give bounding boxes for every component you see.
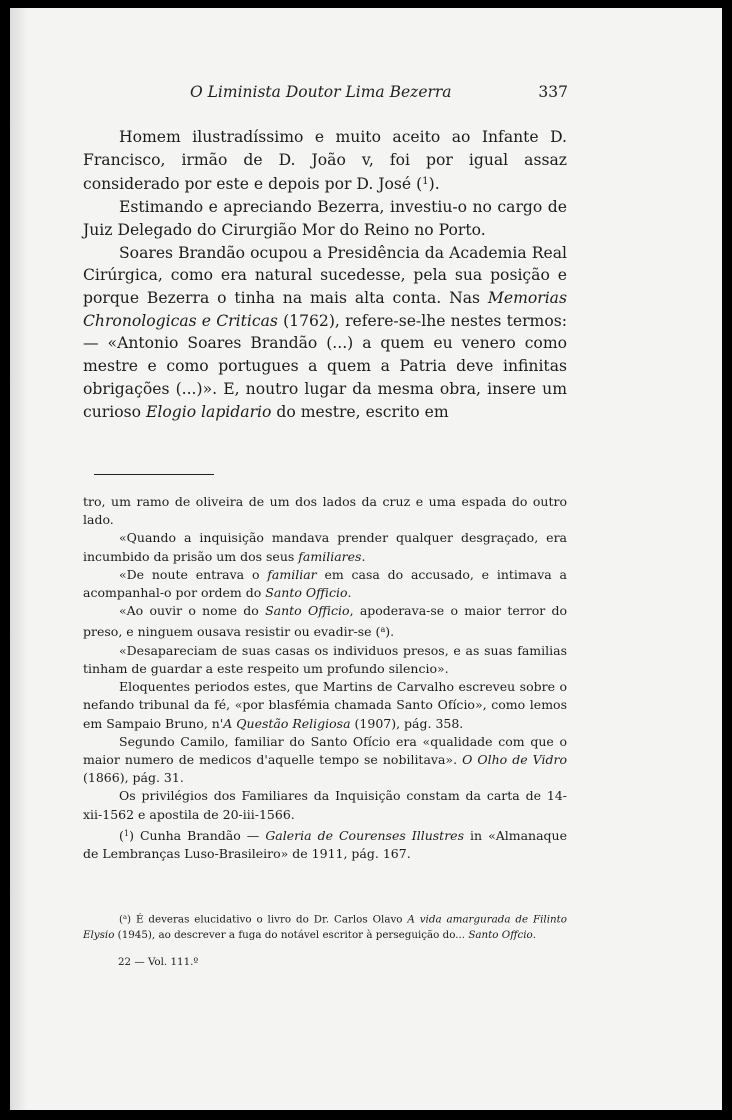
text-run: . xyxy=(532,928,537,941)
text-run: , apoderava-se o maior terror do preso, e ninguem ousava resistir ou evadir-se ( xyxy=(83,603,567,640)
text-run: «Ao ouvir o nome do xyxy=(119,603,266,619)
text-run: Homem ilustradíssimo e muito aceito ao Infante D. Francisco, irmão de D. João v, foi por igual assaz considerado por este e depois por D. José ( xyxy=(83,128,567,194)
note-paragraph: Os privilégios dos Familiares da Inquisição constam da carta de 14-xii-1562 e apostila de 20-iii-1566. xyxy=(83,788,567,822)
book-title: O Olho de Vidro xyxy=(462,751,567,767)
text-run: ). xyxy=(428,175,440,194)
main-text xyxy=(83,126,567,423)
book-title: Galeria de Courenses Illustres xyxy=(265,827,464,843)
book-title: Memorias Chronologicas e Criticas xyxy=(83,288,567,330)
text-run: É deveras elucidativo o livro do Dr. Carlos Olavo xyxy=(131,913,408,926)
text-run: ). xyxy=(385,624,395,640)
sub-footnote xyxy=(83,910,567,943)
book-title: A vida amargurada de Filinto Elysio xyxy=(83,913,567,941)
footnotes xyxy=(83,493,567,863)
note-paragraph: ($^a$) É deveras elucidativo o livro do Dr. Carlos Olavo A vida amargurada de Filinto Elysio (1945), ao descrever a fuga do notável escritor à perseguição do... Santo Offcio. xyxy=(83,913,567,941)
italic-term: Santo Officio xyxy=(265,585,348,601)
footnote-ref: 1 xyxy=(422,176,429,188)
text-run: . xyxy=(361,548,366,564)
footnote-ref: a xyxy=(380,624,386,635)
text-run: (1762), refere-se-lhe nestes termos: — «Antonio Soares Brandão (...) a quem eu venero como mestre e como portugues a quem a Patria deve infinitas obrigações (...)». E, noutro lugar da mesma obra, insere um curioso xyxy=(83,311,567,421)
running-title: O Liminista Doutor Lima Bezerra xyxy=(190,83,452,101)
italic-term: familiar xyxy=(267,566,317,582)
text-run: Soares Brandão ocupou a Presidência da Academia Real Cirúrgica, como era natural sucedesse, pela sua posição e porque Bezerra o tinha na mais alta conta. Nas xyxy=(83,243,567,307)
text-run: do mestre, escrito em xyxy=(271,402,449,421)
paragraph: Estimando e apreciando Bezerra, investiu-o no cargo de Juiz Delegado do Cirurgião Mor do Reino no Porto. xyxy=(83,198,567,239)
note-paragraph xyxy=(83,733,567,788)
footnote-rule xyxy=(94,474,214,475)
book-title: A Questão Religiosa xyxy=(223,715,351,731)
page-gutter-shadow xyxy=(10,8,28,1110)
italic-term: Elogio lapidario xyxy=(145,402,272,421)
text-run: Segundo Camilo, familiar do Santo Ofício era «qualidade com que o maior numero de medicos d'aquelle tempo se nobilitava». xyxy=(83,733,567,767)
note-paragraph xyxy=(83,566,567,602)
note-paragraph xyxy=(83,602,567,641)
text-run: Eloquentes periodos estes, que Martins de Carvalho escreveu sobre o nefando tribunal da fé, «por blasfémia chamada Santo Ofício», como lemos em Sampaio Bruno, n' xyxy=(83,679,567,731)
running-header xyxy=(190,83,568,101)
note-paragraph xyxy=(83,529,567,565)
text-run: . xyxy=(347,585,352,601)
footnote-ref: a xyxy=(123,913,128,921)
text-run: «De noute entrava o xyxy=(119,566,268,582)
text-run: Cunha Brandão — xyxy=(133,827,266,843)
paragraph xyxy=(83,126,567,196)
page-number: 337 xyxy=(538,83,568,101)
text-run: (1866), pág. 31. xyxy=(83,770,184,786)
italic-term: familiares xyxy=(298,548,362,564)
text-run: in «Almanaque de Lembranças Luso-Brasileiro» de 1911, pág. 167. xyxy=(83,827,567,861)
signature-mark: 22 — Vol. 111.º xyxy=(118,956,199,968)
note-paragraph: tro, um ramo de oliveira de um dos lados da cruz e uma espada do outro lado. xyxy=(83,494,567,528)
footnote-ref: 1 xyxy=(123,827,130,838)
text-run: (1907), pág. 358. xyxy=(350,715,464,731)
note-paragraph: «Desapareciam de suas casas os individuos presos, e as suas familias tinham de guardar a este respeito um profundo silencio». xyxy=(83,642,567,676)
text-run: em casa do accusado, e intimava a acompanhal-o por ordem do xyxy=(83,566,567,601)
italic-term: Santo Offcio xyxy=(468,928,533,941)
note-paragraph: ($^1$) Cunha Brandão — Galeria de Courenses Illustres in «Almanaque de Lembranças Luso-Brasileiro» de 1911, pág. 167. xyxy=(83,827,567,861)
italic-term: Santo Officio xyxy=(265,603,350,619)
book-page xyxy=(10,8,722,1110)
paragraph xyxy=(83,242,567,424)
note-paragraph xyxy=(83,678,567,733)
text-run: (1945), ao descrever a fuga do notável escritor à perseguição do... xyxy=(114,928,469,941)
text-run: «Quando a inquisição mandava prender qualquer desgraçado, era incumbido da prisão um dos seus xyxy=(83,530,567,564)
